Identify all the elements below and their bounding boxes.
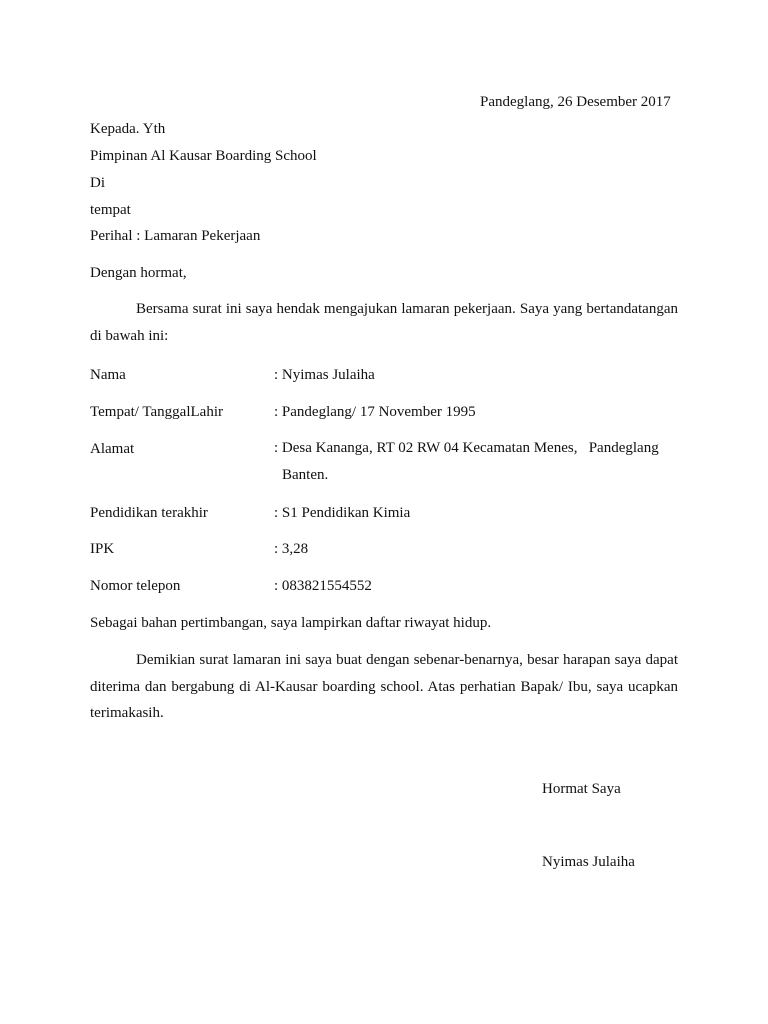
field-label-birth: Tempat/ TanggalLahir [90, 404, 223, 420]
greeting: Dengan hormat, [90, 265, 187, 281]
field-label-address: Alamat [90, 441, 135, 457]
field-label-gpa: IPK [90, 541, 115, 557]
closing-text: Demikian surat lamaran ini saya buat dengan sebenar-benarnya, besar harapan saya dapat diterima dan bergabung di Al-Kausar boarding school. Atas perhatian Bapak/ Ibu, saya ucapkan terimakasih. [90, 652, 678, 721]
field-value-gpa: : 3,28 [274, 541, 309, 557]
intro-text: Bersama surat ini saya hendak mengajukan lamaran pekerjaan. Saya yang bertandatangan di bawah ini: [90, 301, 678, 344]
field-label-name: Nama [90, 367, 126, 383]
field-value-birth: : Pandeglang/ 17 November 1995 [274, 404, 476, 420]
intro-paragraph [90, 296, 678, 349]
place-date: Pandeglang, 26 Desember 2017 [480, 94, 671, 110]
recipient-line-2: Pimpinan Al Kausar Boarding School [90, 148, 317, 164]
signature-name: Nyimas Julaiha [542, 854, 635, 870]
field-value-name: : Nyimas Julaiha [274, 367, 375, 383]
field-value-address-line-1: : Desa Kananga, RT 02 RW 04 Kecamatan Menes, Pandeglang [274, 440, 659, 456]
attachment-note: Sebagai bahan pertimbangan, saya lampirkan daftar riwayat hidup. [90, 615, 492, 631]
recipient-line-1: Kepada. Yth [90, 121, 166, 137]
field-label-phone: Nomor telepon [90, 578, 181, 594]
closing-paragraph [90, 647, 678, 727]
field-value-education: : S1 Pendidikan Kimia [274, 505, 411, 521]
field-value-address-line-2: Banten. [282, 467, 329, 483]
recipient-line-3: Di [90, 175, 105, 191]
field-value-phone: : 083821554552 [274, 578, 372, 594]
field-value-address [274, 435, 674, 489]
signoff: Hormat Saya [542, 781, 621, 797]
subject-line: Perihal : Lamaran Pekerjaan [90, 228, 261, 244]
field-label-education: Pendidikan terakhir [90, 505, 208, 521]
recipient-line-4: tempat [90, 202, 131, 218]
